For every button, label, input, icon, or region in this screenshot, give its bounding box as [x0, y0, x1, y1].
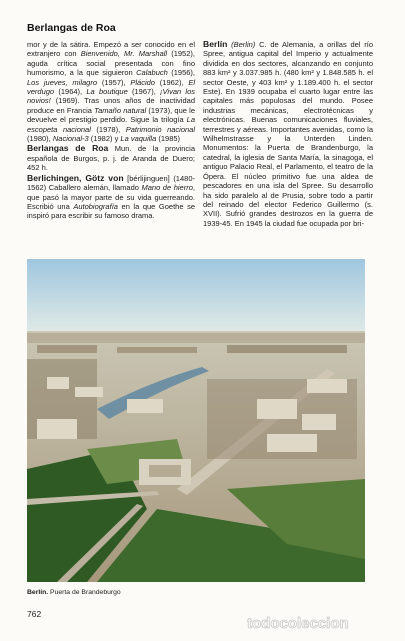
text-run: (1956), [167, 68, 195, 78]
right-column [203, 40, 373, 229]
entry-berlanga-continuation [27, 40, 195, 143]
entry-body: Mun. de la provincia española de Burgos, p. j. de Aranda de Duero; 452 h. [27, 144, 195, 173]
text-run: , que pasó la mayor parte de su vida guerreando. Escribió una [27, 183, 195, 211]
pronunciation: [bérlijinguen] [123, 173, 174, 183]
text-run: (1952), aguda crítica social presentada con fino humorismo, a la que siguieron [27, 49, 195, 78]
entry-berlangas-de-roa [27, 144, 195, 172]
italic-title: Calabuch [136, 68, 168, 78]
italic-title: Autobiografía [73, 201, 118, 211]
entry-berlichingen [27, 174, 195, 221]
text-run: (1962), [154, 77, 189, 87]
photo-brandenburg-gate-aerial [27, 259, 365, 582]
italic-title: ¡Vivan los novios! [27, 87, 196, 106]
italic-title: Plácido [130, 77, 155, 87]
headword: Berlín [203, 39, 228, 49]
text-run: (1964), [54, 87, 87, 97]
italic-title: Tamaño natural [94, 105, 147, 115]
caption-label: Berlín. [27, 589, 49, 596]
watermark-logo [247, 612, 397, 634]
page-number: 762 [27, 609, 42, 619]
text-run: (1973), que le devuelve el prestigio perdido. Sigue la trilogía [27, 105, 195, 125]
pronunciation: (Berlin) [227, 40, 260, 49]
running-head: Berlangas de Roa [27, 22, 116, 34]
text-run: (1982) y [88, 134, 121, 144]
photo-caption [27, 589, 121, 596]
italic-title: La vaquilla [120, 134, 157, 144]
italic-title: Los jueves, milagro [27, 77, 98, 87]
text-run: en la que Goethe se inspiró para escribir su famoso drama. [27, 201, 195, 221]
text-run: (1985) [156, 134, 181, 144]
text-run: (1980), [27, 134, 53, 144]
italic-title: El verdugo [27, 77, 195, 97]
text-run: (1969). Tras unos años de inactividad produce en Francia [27, 96, 195, 115]
headword: Berlichingen, Götz von [27, 172, 124, 183]
italic-title: Mano de hierro [141, 183, 193, 193]
text-run: (1978), [90, 124, 126, 134]
text-run: mor y de la sátira. Empezó a ser conocido en el extranjero con [27, 40, 195, 59]
text-run: (1967), [127, 87, 161, 97]
italic-title: La escopeta nacional [27, 115, 195, 134]
watermark-text: todocoleccion [247, 615, 349, 632]
italic-title: Nacional-3 [52, 134, 89, 144]
left-column [27, 40, 195, 222]
headword: Berlangas de Roa [27, 143, 109, 154]
italic-title: La boutique [86, 87, 128, 97]
italic-title: Patrimonio nacional [125, 124, 196, 134]
caption-text: Puerta de Brandeburgo [48, 589, 121, 596]
text-run: (1957), [97, 77, 131, 87]
text-run: (1480-1562) Caballero alemán, llamado [27, 173, 195, 193]
entry-berlin [203, 40, 373, 228]
italic-title: Bienvenido, Mr. Marshall [80, 49, 168, 59]
entry-body: C. de Alemania, a orillas del río Spree, antigua capital del Imperio y actualmente dividida en dos sectores, alcanzando en conjunto 883 km² y 3.037.985 h. (480 km² y 1.848.585 h. el sector Oeste, y 403 km² y 1.189.400 h. el sector Este). En 1939 ocupaba el cuarto lugar entre las capitales más populosas del mundo. Posee industrias mecánicas, electrotécnicas y electrónicas. Buenas comunicaciones fluviales, terrestres y aéreas. Importantes avenidas, como la Wilhelmstrasse y la Unterden Linden. Monumentos: la Puerta de Brandenburgo, la catedral, la iglesia de Santa María, la sinagoga, el antiguo Palacio Real, el Parlamento, el teatro de la Ópera. El núcleo primitivo fue una aldea de pescadores en una isla del Spree. Su desarrollo ha sido paralelo al de Prusia, sobre todo a partir del reinado del elector Federico Guillermo (s. XVII). Sufrió grandes destrozos en la guerra de 1939-45. En 1945 la ciudad fue ocupada por bri- [203, 40, 373, 228]
